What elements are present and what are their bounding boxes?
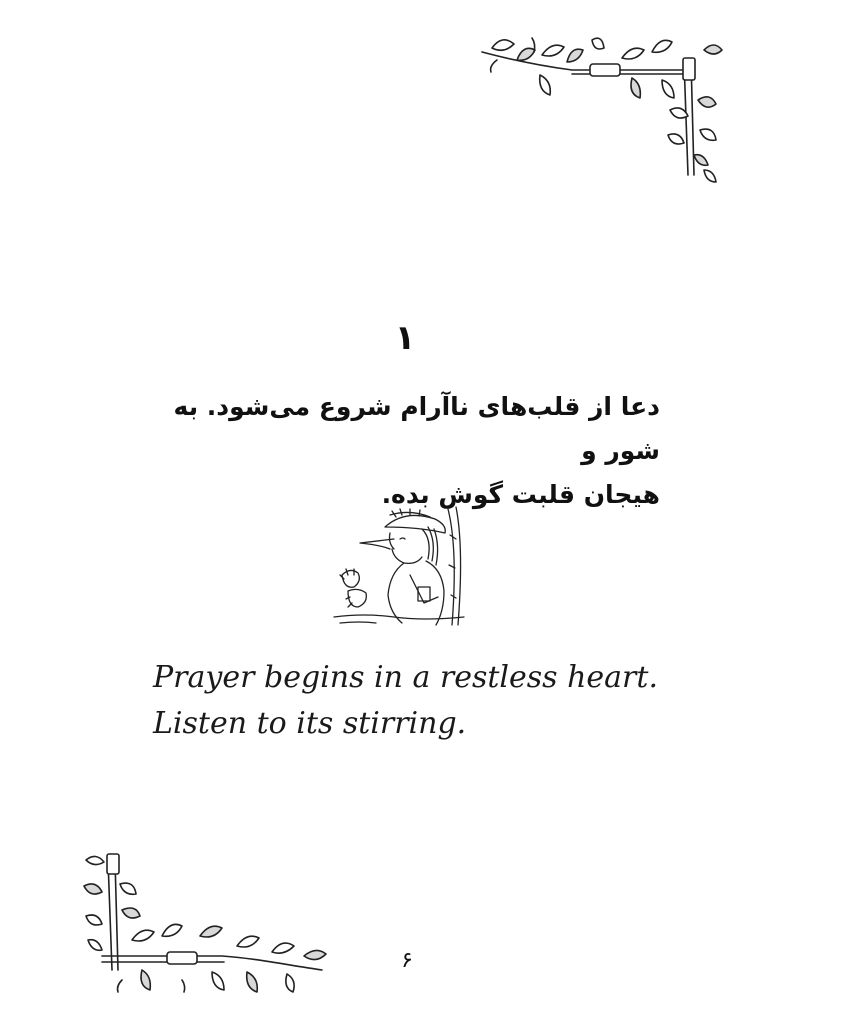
english-line-2: Listen to its stirring. — [153, 706, 467, 741]
persian-line-2: هیجان قلبت گوش بده. — [381, 480, 660, 509]
persian-verse — [140, 385, 660, 517]
chapter-number: ۱ — [394, 318, 416, 358]
elderly-person-illustration — [330, 505, 465, 627]
top-right-vine-ornament — [472, 30, 737, 190]
persian-line-1: دعا از قلب‌های ناآرام شروع می‌شود. به شور و — [173, 392, 660, 465]
english-line-1: Prayer begins in a restless heart. — [153, 660, 658, 695]
english-verse — [153, 655, 713, 747]
page-number: ۶ — [401, 948, 413, 973]
bottom-left-vine-ornament — [72, 840, 337, 1000]
